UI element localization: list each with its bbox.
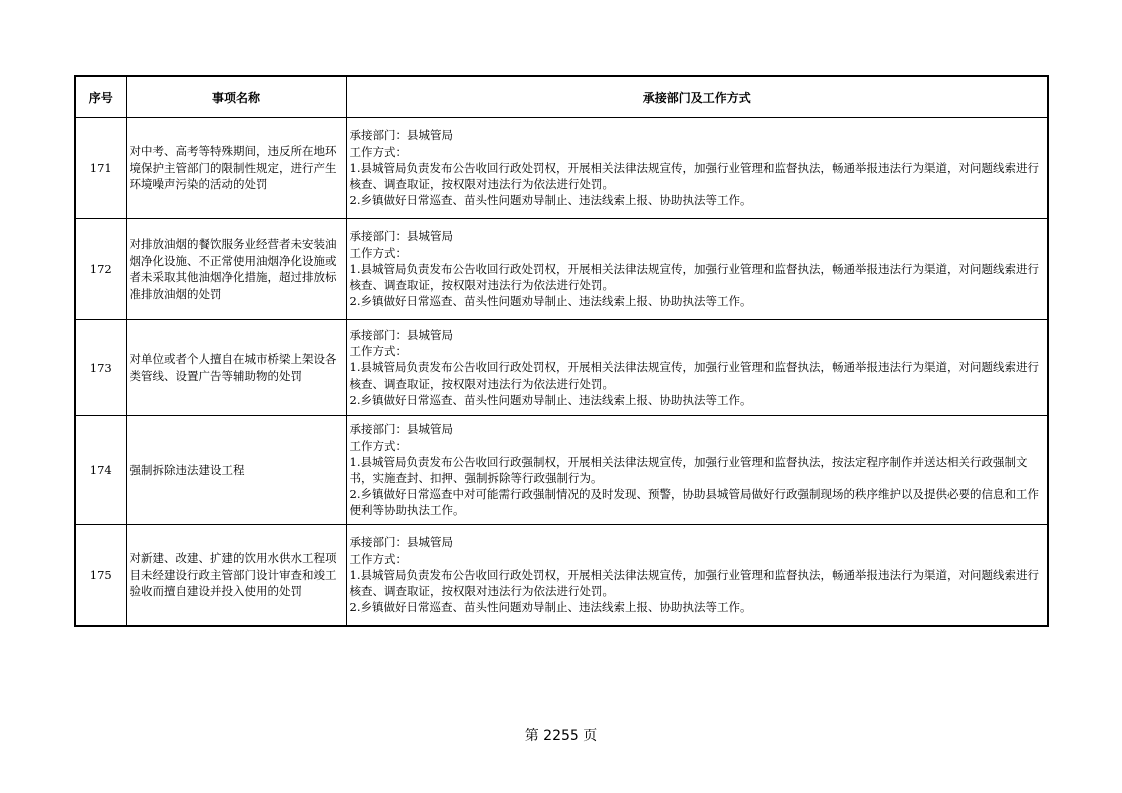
table-row [75,416,1048,525]
work-method-label: 工作方式： [349,245,407,260]
table-row [75,320,1048,416]
row-index: 175 [75,525,126,627]
row-dept-method [346,416,1048,525]
header-index: 序号 [75,76,126,118]
work-method-label: 工作方式： [349,438,407,453]
table-row [75,525,1048,627]
page-number: 第 2255 页 [524,728,598,744]
row-index: 171 [75,118,126,219]
header-matter-name: 事项名称 [126,76,346,118]
row-matter-name: 对排放油烟的餐饮服务业经营者未安装油烟净化设施、不正常使用油烟净化设施或者未采取其他油烟净化措施，超过排放标准排放油烟的处罚 [126,219,346,320]
row-dept-method [346,320,1048,416]
work-method-item-2: 2.乡镇做好日常巡查、苗头性问题劝导制止、违法线索上报、协助执法等工作。 [349,392,752,407]
row-matter-name: 对中考、高考等特殊期间，违反所在地环境保护主管部门的限制性规定，进行产生环境噪声污染的活动的处罚 [126,118,346,219]
row-index: 174 [75,416,126,525]
work-method-label: 工作方式： [349,144,407,159]
dept-unit-line: 承接部门：县城管局 [349,535,453,550]
row-matter-name: 强制拆除违法建设工程 [126,416,346,525]
work-method-item-2: 2.乡镇做好日常巡查中对可能需行政强制情况的及时发现、预警，协助县城管局做好行政强制现场的秩序维护以及提供必要的信息和工作便利等协助执法工作。 [349,487,1039,518]
dept-unit-line: 承接部门：县城管局 [349,128,453,143]
work-method-item-2: 2.乡镇做好日常巡查、苗头性问题劝导制止、违法线索上报、协助执法等工作。 [349,600,752,615]
dept-unit-line: 承接部门：县城管局 [349,229,453,244]
table-header-row [75,76,1048,118]
work-method-item-1: 1.县城管局负责发布公告收回行政处罚权，开展相关法律法规宣传，加强行业管理和监督执法，畅通举报违法行为渠道，对问题线索进行核查、调查取证，按权限对违法行为依法进行处罚。 [349,261,1039,293]
work-method-item-1: 1.县城管局负责发布公告收回行政处罚权，开展相关法律法规宣传，加强行业管理和监督执法，畅通举报违法行为渠道，对问题线索进行核查、调查取证，按权限对违法行为依法进行处罚。 [349,360,1039,391]
row-index: 173 [75,320,126,416]
matters-table [74,75,1049,627]
dept-unit-line: 承接部门：县城管局 [349,327,453,342]
row-index: 172 [75,219,126,320]
row-dept-method [346,219,1048,320]
dept-unit-line: 承接部门：县城管局 [349,422,453,437]
table-row [75,219,1048,320]
table-row [75,118,1048,219]
header-dept-method: 承接部门及工作方式 [346,76,1048,118]
row-matter-name: 对新建、改建、扩建的饮用水供水工程项目未经建设行政主管部门设计审查和竣工验收而擅自建设并投入使用的处罚 [126,525,346,627]
work-method-item-1: 1.县城管局负责发布公告收回行政处罚权，开展相关法律法规宣传，加强行业管理和监督执法，畅通举报违法行为渠道，对问题线索进行核查、调查取证，按权限对违法行为依法进行处罚。 [349,567,1039,599]
work-method-label: 工作方式： [349,551,407,566]
row-dept-method [346,525,1048,627]
work-method-item-2: 2.乡镇做好日常巡查、苗头性问题劝导制止、违法线索上报、协助执法等工作。 [349,294,752,309]
work-method-item-1: 1.县城管局负责发布公告收回行政处罚权，开展相关法律法规宣传，加强行业管理和监督执法，畅通举报违法行为渠道，对问题线索进行核查、调查取证，按权限对违法行为依法进行处罚。 [349,160,1039,192]
row-matter-name: 对单位或者个人擅自在城市桥梁上架设各类管线、设置广告等辅助物的处罚 [126,320,346,416]
work-method-label: 工作方式： [349,344,407,359]
work-method-item-2: 2.乡镇做好日常巡查、苗头性问题劝导制止、违法线索上报、协助执法等工作。 [349,193,752,208]
row-dept-method [346,118,1048,219]
work-method-item-1: 1.县城管局负责发布公告收回行政强制权，开展相关法律法规宣传，加强行业管理和监督执法，按法定程序制作并送达相关行政强制文书，实施查封、扣押、强制拆除等行政强制行为。 [349,454,1028,485]
